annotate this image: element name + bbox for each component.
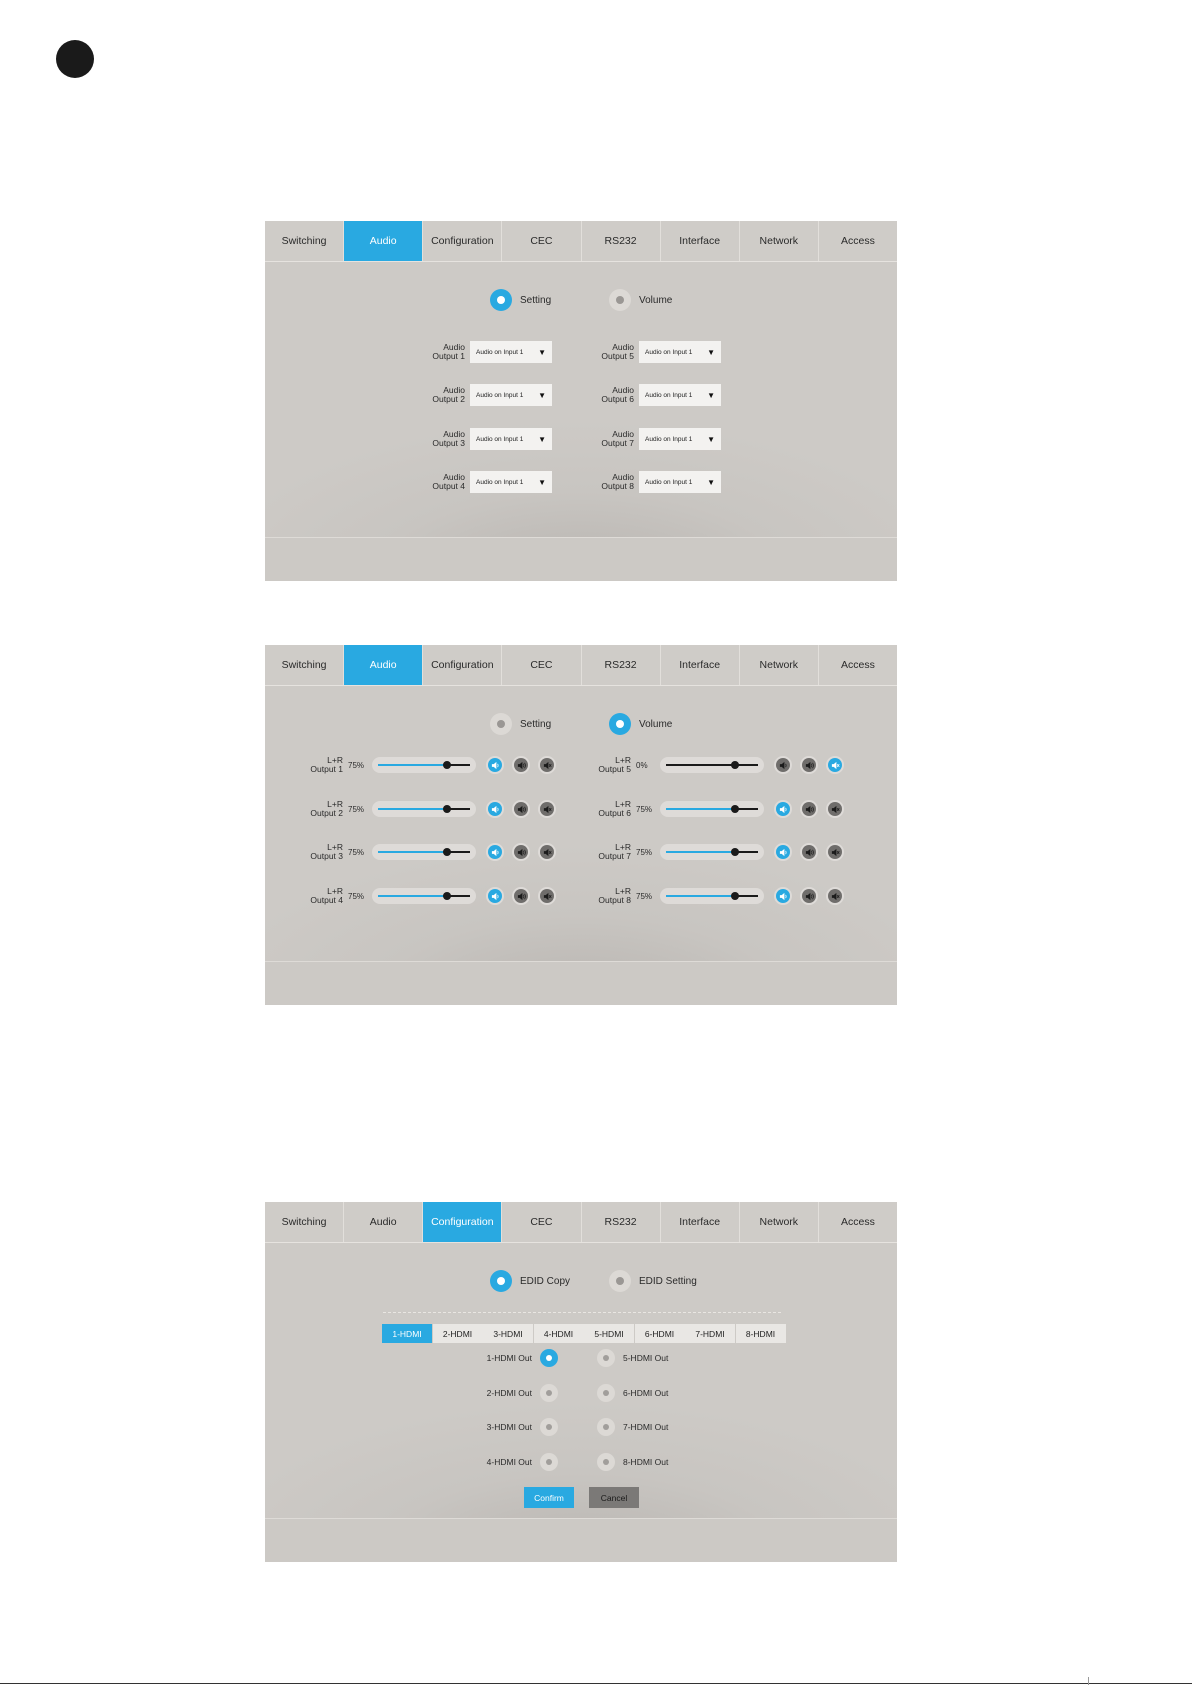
tab-audio[interactable]: Audio [344,1202,423,1242]
audio-source-select[interactable]: Audio on Input 1 ▼ [639,428,721,450]
speaker-icon[interactable] [800,800,818,818]
audio-output-row [594,341,721,363]
edid-config-panel [265,1202,897,1562]
tab-cec[interactable]: CEC [502,1202,581,1242]
volume-output-label: L+R Output 5 [598,755,631,774]
speaker-icon[interactable] [512,756,530,774]
tab-cec[interactable]: CEC [502,221,581,261]
dropdown-arrow-icon: ▼ [538,347,546,357]
tab-cec[interactable]: CEC [502,645,581,685]
volume-icon-group [774,843,844,861]
dropdown-arrow-icon: ▼ [538,477,546,487]
tab-network[interactable]: Network [740,221,819,261]
audio-output-label: Audio Output 7 [601,429,634,448]
radio-selected-icon [490,1270,512,1292]
dropdown-arrow-icon: ▼ [707,434,715,444]
setting-radio[interactable] [490,713,551,735]
source-tab-5-hdmi[interactable]: 5-HDMI [584,1324,634,1343]
main-tab-bar [265,645,897,686]
volume-percent: 75% [348,891,365,901]
radio-unselected-icon[interactable] [597,1349,615,1367]
hdmi-out-label: 5-HDMI Out [623,1353,669,1363]
mute-icon[interactable] [826,843,844,861]
panel-footer [265,961,897,1005]
radio-unselected-icon[interactable] [540,1384,558,1402]
dropdown-arrow-icon: ▼ [707,390,715,400]
audio-output-label: Audio Output 4 [432,472,465,491]
hdmi-out-label: 3-HDMI Out [486,1422,532,1432]
tab-interface[interactable]: Interface [661,645,740,685]
hdmi-out-option[interactable] [597,1384,668,1402]
setting-label: Setting [520,294,552,306]
dropdown-arrow-icon: ▼ [707,347,715,357]
divider [383,1312,781,1313]
setting-radio[interactable] [490,289,551,311]
volume-output-label: L+R Output 1 [310,755,343,774]
volume-icon-group [774,887,844,905]
audio-volume-panel [265,645,897,1005]
slider-knob[interactable] [443,848,451,856]
radio-unselected-icon[interactable] [540,1418,558,1436]
mute-icon[interactable] [538,756,556,774]
volume-row [307,800,556,818]
volume-slider[interactable] [660,888,764,904]
hdmi-out-label: 8-HDMI Out [623,1457,669,1467]
volume-output-label: L+R Output 8 [598,886,631,905]
hdmi-source-tabs [382,1324,786,1343]
hdmi-out-option[interactable] [482,1418,558,1436]
tab-switching[interactable]: Switching [265,645,344,685]
audio-output-row [425,428,552,450]
radio-selected-icon [609,713,631,735]
volume-label: Volume [639,718,673,730]
volume-row [595,800,844,818]
volume-icon-group [774,756,844,774]
volume-row [595,887,844,905]
radio-unselected-icon[interactable] [597,1453,615,1471]
speaker-icon[interactable] [512,843,530,861]
radio-selected-icon [490,289,512,311]
volume-output-label: L+R Output 2 [310,799,343,818]
source-tab-2-hdmi[interactable]: 2-HDMI [433,1324,483,1343]
slider-fill [378,808,447,810]
volume-label: Volume [639,294,673,306]
slider-fill [378,764,447,766]
volume-icon-group [486,756,556,774]
speaker-icon[interactable] [800,756,818,774]
hdmi-out-option[interactable] [482,1384,558,1402]
volume-on-icon[interactable] [486,843,504,861]
tab-network[interactable]: Network [740,1202,819,1242]
page-bottom-tick [1088,1677,1089,1685]
tab-switching[interactable]: Switching [265,1202,344,1242]
hdmi-out-label: 7-HDMI Out [623,1422,669,1432]
volume-output-label: L+R Output 3 [310,842,343,861]
tab-interface[interactable]: Interface [661,221,740,261]
tab-configuration[interactable]: Configuration [423,1202,502,1242]
volume-slider[interactable] [660,801,764,817]
mode-selector [265,713,897,735]
volume-slider[interactable] [660,757,764,773]
slider-knob[interactable] [443,892,451,900]
radio-unselected-icon [490,713,512,735]
tab-audio[interactable]: Audio [344,645,423,685]
volume-slider[interactable] [372,844,476,860]
volume-percent: 75% [348,847,365,857]
audio-output-row [425,471,552,493]
volume-row [595,843,844,861]
radio-unselected-icon[interactable] [540,1453,558,1471]
mute-icon[interactable] [826,756,844,774]
page-marker-dot [56,40,94,78]
volume-icon-group [486,887,556,905]
volume-on-icon[interactable] [486,887,504,905]
hdmi-out-option[interactable] [482,1349,558,1367]
audio-output-label: Audio Output 1 [432,342,465,361]
tab-network[interactable]: Network [740,645,819,685]
hdmi-out-option[interactable] [482,1453,558,1471]
dropdown-arrow-icon: ▼ [538,390,546,400]
slider-knob[interactable] [443,761,451,769]
audio-setting-panel [265,221,897,581]
hdmi-out-option[interactable] [597,1453,668,1471]
volume-row [595,756,844,774]
volume-percent: 75% [636,804,653,814]
slider-fill [378,895,447,897]
slider-knob[interactable] [731,805,739,813]
dropdown-arrow-icon: ▼ [538,434,546,444]
edid-setting-label: EDID Setting [639,1275,697,1287]
slider-fill [666,895,735,897]
hdmi-out-label: 1-HDMI Out [486,1353,532,1363]
volume-on-icon[interactable] [774,800,792,818]
source-tab-7-hdmi[interactable]: 7-HDMI [685,1324,735,1343]
tab-configuration[interactable]: Configuration [423,221,502,261]
volume-row [307,887,556,905]
audio-output-label: Audio Output 8 [601,472,634,491]
volume-output-label: L+R Output 7 [598,842,631,861]
tab-interface[interactable]: Interface [661,1202,740,1242]
volume-on-icon[interactable] [774,756,792,774]
volume-row [307,756,556,774]
mute-icon[interactable] [538,887,556,905]
audio-output-row [425,341,552,363]
volume-slider[interactable] [660,844,764,860]
volume-output-label: L+R Output 6 [598,799,631,818]
mute-icon[interactable] [826,887,844,905]
slider-knob[interactable] [731,892,739,900]
slider-fill [666,808,735,810]
tab-rs232[interactable]: RS232 [582,1202,661,1242]
panel-footer [265,537,897,581]
audio-output-row [594,428,721,450]
audio-output-row [594,384,721,406]
mute-icon[interactable] [538,843,556,861]
slider-knob[interactable] [731,761,739,769]
audio-output-label: Audio Output 3 [432,429,465,448]
edid-mode-selector [265,1270,897,1292]
volume-output-label: L+R Output 4 [310,886,343,905]
audio-source-select[interactable]: Audio on Input 1 ▼ [639,471,721,493]
tab-access[interactable]: Access [841,235,875,247]
main-tab-bar [265,1202,897,1243]
confirm-button[interactable]: Confirm [524,1487,574,1508]
page-bottom-rule [0,1683,1192,1684]
volume-on-icon[interactable] [774,843,792,861]
hdmi-out-option[interactable] [597,1418,668,1436]
volume-slider[interactable] [372,801,476,817]
audio-source-select[interactable]: Audio on Input 1 ▼ [470,428,552,450]
tab-rs232[interactable]: RS232 [582,221,661,261]
radio-unselected-icon [609,289,631,311]
audio-output-label: Audio Output 6 [601,385,634,404]
audio-source-select[interactable]: Audio on Input 1 ▼ [470,341,552,363]
setting-label: Setting [520,718,552,730]
speaker-icon[interactable] [512,800,530,818]
edid-copy-radio[interactable] [490,1270,570,1292]
volume-icon-group [486,843,556,861]
volume-percent: 75% [348,804,365,814]
volume-radio[interactable] [609,289,672,311]
volume-percent: 75% [636,891,653,901]
cancel-button[interactable]: Cancel [589,1487,639,1508]
tab-rs232[interactable]: RS232 [582,645,661,685]
slider-track [666,764,758,766]
audio-output-row [425,384,552,406]
slider-knob[interactable] [731,848,739,856]
volume-row [307,843,556,861]
volume-icon-group [486,800,556,818]
radio-selected-icon[interactable] [540,1349,558,1367]
volume-percent: 75% [348,760,365,770]
volume-on-icon[interactable] [774,887,792,905]
source-tab-4-hdmi[interactable]: 4-HDMI [534,1324,584,1343]
volume-on-icon[interactable] [486,800,504,818]
source-tab-3-hdmi[interactable]: 3-HDMI [483,1324,533,1343]
edid-setting-radio[interactable] [609,1270,697,1292]
mute-icon[interactable] [826,800,844,818]
source-tab-8-hdmi[interactable]: 8-HDMI [736,1324,786,1343]
volume-percent: 75% [636,847,653,857]
audio-output-row [594,471,721,493]
main-tab-bar [265,221,897,262]
mode-selector [265,289,897,311]
speaker-icon[interactable] [800,887,818,905]
slider-knob[interactable] [443,805,451,813]
hdmi-out-label: 2-HDMI Out [486,1388,532,1398]
audio-source-select[interactable]: Audio on Input 1 ▼ [639,341,721,363]
volume-slider[interactable] [372,888,476,904]
volume-slider[interactable] [372,757,476,773]
source-tab-6-hdmi[interactable]: 6-HDMI [635,1324,685,1343]
audio-source-select[interactable]: Audio on Input 1 ▼ [470,384,552,406]
dropdown-arrow-icon: ▼ [707,477,715,487]
tab-configuration[interactable]: Configuration [423,645,502,685]
audio-source-select[interactable]: Audio on Input 1 ▼ [470,471,552,493]
panel-footer [265,1518,897,1562]
volume-on-icon[interactable] [486,756,504,774]
speaker-icon[interactable] [800,843,818,861]
radio-unselected-icon[interactable] [597,1384,615,1402]
audio-source-select[interactable]: Audio on Input 1 ▼ [639,384,721,406]
tab-access[interactable]: Access [841,1216,875,1228]
volume-percent: 0% [636,760,648,770]
audio-output-label: Audio Output 5 [601,342,634,361]
edid-copy-label: EDID Copy [520,1275,571,1287]
source-tab-1-hdmi[interactable]: 1-HDMI [382,1324,432,1343]
speaker-icon[interactable] [512,887,530,905]
volume-radio[interactable] [609,713,672,735]
tab-audio[interactable]: Audio [344,221,423,261]
tab-access[interactable]: Access [841,659,875,671]
hdmi-out-label: 4-HDMI Out [486,1457,532,1467]
mute-icon[interactable] [538,800,556,818]
slider-fill [666,851,735,853]
tab-switching[interactable]: Switching [265,221,344,261]
slider-fill [378,851,447,853]
volume-icon-group [774,800,844,818]
audio-output-label: Audio Output 2 [432,385,465,404]
hdmi-out-label: 6-HDMI Out [623,1388,669,1398]
radio-unselected-icon[interactable] [597,1418,615,1436]
radio-unselected-icon [609,1270,631,1292]
hdmi-out-option[interactable] [597,1349,668,1367]
